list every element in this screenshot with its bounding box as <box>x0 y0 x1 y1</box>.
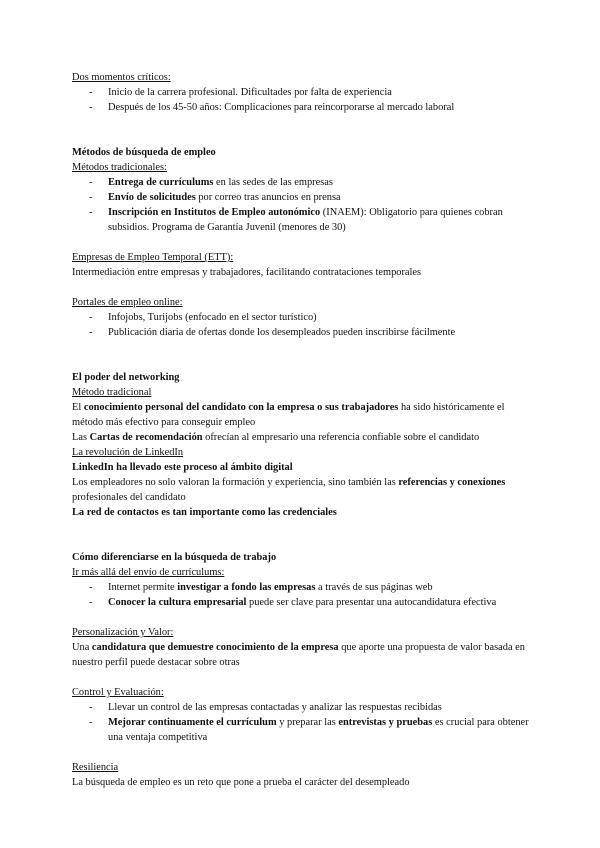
text-run: y preparar las <box>276 717 339 728</box>
item-text: en las sedes de las empresas <box>213 177 333 188</box>
resiliencia-heading: Resiliencia <box>72 762 119 773</box>
list-item: - Inicio de la carrera profesional. Dificultades por falta de experiencia <box>72 85 532 100</box>
text-run: El <box>72 402 84 413</box>
item-text: (INAEM): Obligatorio para quienes cobran subsidios. Programa de Garantía Juvenil (menores de 30) <box>108 207 503 233</box>
networking-paragraph-1 <box>72 400 532 430</box>
list-item <box>72 190 532 205</box>
item-bold: Inscripción en Institutos de Empleo autonómico <box>108 207 321 218</box>
metodo-tradicional-heading: Método tradicional <box>72 387 152 398</box>
text-bold: Mejorar continuamente el currículum <box>108 717 277 728</box>
list-item: - Después de los 45-50 años: Complicaciones para reincorporarse al mercado laboral <box>72 100 532 115</box>
portales-heading: Portales de empleo online: <box>72 297 183 308</box>
item-bold: Entrega de currículums <box>108 177 214 188</box>
networking-paragraph-3 <box>72 475 532 505</box>
text-bold: conocimiento personal del candidato con la empresa o sus trabajadores <box>83 402 399 413</box>
text-bold: Cartas de recomendación <box>89 432 203 443</box>
momentos-heading: Dos momentos críticos: <box>72 72 171 83</box>
metodos-title: Métodos de búsqueda de empleo <box>72 147 216 158</box>
text-bold: referencias y conexiones <box>398 477 506 488</box>
text-run: ha sido históricamente el método más efectivo para conseguir empleo <box>72 402 505 428</box>
list-item <box>72 205 532 235</box>
text-run: Una <box>72 642 92 653</box>
text-bold: Conocer la cultura empresarial <box>108 597 247 608</box>
item-bold: Envío de solicitudes <box>108 192 196 203</box>
list-item: - Publicación diaria de ofertas donde los desempleados pueden inscribirse fácilmente <box>72 325 532 340</box>
list-item <box>72 715 532 745</box>
networking-section <box>72 370 532 520</box>
personalizacion-text <box>72 640 532 670</box>
text-run: a través de sus páginas web <box>315 582 433 593</box>
list-item <box>72 595 532 610</box>
text-run: puede ser clave para presentar una autocandidatura efectiva <box>246 597 497 608</box>
resiliencia-text: La búsqueda de empleo es un reto que pone a prueba el carácter del desempleado <box>72 777 410 788</box>
ir-mas-alla-heading: Ir más allá del envío de currículums: <box>72 567 225 578</box>
list-item: - Llevar un control de las empresas contactadas y analizar las respuestas recibidas <box>72 700 532 715</box>
list-item <box>72 580 532 595</box>
momentos-list <box>72 85 532 115</box>
text-run: es crucial para obtener una ventaja competitiva <box>108 717 529 743</box>
document-page <box>72 70 532 790</box>
personalizacion-heading: Personalización y Valor: <box>72 627 174 638</box>
ir-mas-alla-list <box>72 580 532 610</box>
text-run: Internet permite <box>108 582 178 593</box>
text-bold: entrevistas y pruebas <box>338 717 433 728</box>
networking-conclusion: La red de contactos es tan importante como las credenciales <box>72 507 337 518</box>
tradicionales-heading: Métodos tradicionales: <box>72 162 167 173</box>
text-bold: candidatura que demuestre conocimiento de la empresa <box>91 642 339 653</box>
text-run: Los empleadores no solo valoran la formación y experiencia, sino también las <box>72 477 399 488</box>
tradicionales-list <box>72 175 532 235</box>
text-bold: investigar a fondo las empresas <box>177 582 316 593</box>
ett-text: Intermediación entre empresas y trabajadores, facilitando contrataciones temporales <box>72 267 422 278</box>
item-text: por correo tras anuncios en prensa <box>195 192 341 203</box>
networking-title: El poder del networking <box>72 372 180 383</box>
diferenciarse-section <box>72 550 532 790</box>
text-run: que aporte una propuesta de valor basada en nuestro perfil puede destacar sobre otras <box>72 642 525 668</box>
text-run: ofrecían al empresario una referencia confiable sobre el candidato <box>202 432 480 443</box>
ett-heading: Empresas de Empleo Temporal (ETT): <box>72 252 234 263</box>
text-run: Las <box>72 432 90 443</box>
diferenciarse-title: Cómo diferenciarse en la búsqueda de trabajo <box>72 552 277 563</box>
text-run: profesionales del candidato <box>72 492 186 503</box>
list-item: - Infojobs, Turijobs (enfocado en el sector turístico) <box>72 310 532 325</box>
linkedin-heading: La revolución de LinkedIn <box>72 447 184 458</box>
momentos-section <box>72 70 532 115</box>
control-heading: Control y Evaluación: <box>72 687 164 698</box>
metodos-section <box>72 145 532 340</box>
list-item <box>72 175 532 190</box>
networking-paragraph-2 <box>72 430 532 445</box>
portales-list <box>72 310 532 340</box>
linkedin-statement: LinkedIn ha llevado este proceso al ámbito digital <box>72 462 293 473</box>
control-list <box>72 700 532 745</box>
